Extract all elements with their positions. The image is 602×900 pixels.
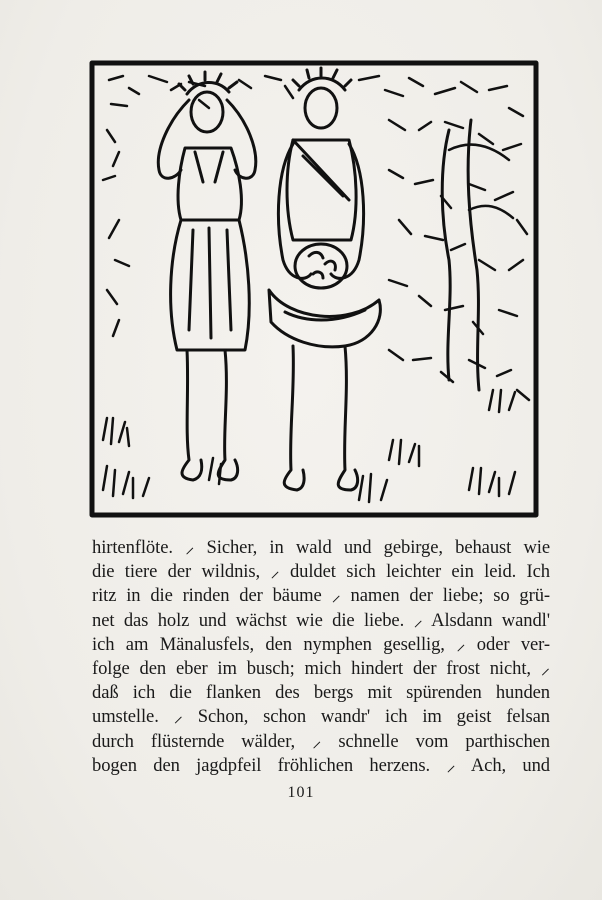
text-line: bogen den jagdpfeil fröhlichen herzens. ⸝ Ach, und: [92, 754, 550, 776]
grass-strokes: [103, 390, 515, 502]
tree-trunk: [442, 120, 479, 390]
woodcut-illustration: [89, 60, 539, 518]
text-line: umstelle. ⸝ Schon, schon wandr' ich im geist felsan: [92, 706, 550, 728]
text-line: hirtenflöte. ⸝ Sicher, in wald und gebirge, behaust wie: [92, 537, 550, 558]
text-line: folge den eber im busch; mich hindert der frost nicht, ⸝: [92, 658, 550, 680]
text-line: net das holz und wächst wie die liebe. ⸝ Alsdann wandl': [92, 609, 550, 631]
text-line: die tiere der wildnis, ⸝ duldet sich leichter ein leid. Ich: [92, 561, 550, 583]
left-figure: [158, 72, 255, 480]
body-text: [92, 536, 550, 778]
page-number: 101: [287, 784, 315, 801]
text-line: ich am Mänalusfels, den nymphen gesellig, ⸝ oder ver-: [92, 633, 550, 655]
text-line: ritz in die rinden der bäume ⸝ namen der liebe; so grü-: [92, 585, 550, 607]
right-figure: [269, 68, 380, 490]
text-line: durch flüsternde wälder, ⸝ schnelle vom parthischen: [92, 730, 550, 752]
text-line: daß ich die flanken des bergs mit spürenden hunden: [92, 682, 550, 704]
foliage-strokes: [103, 76, 529, 400]
